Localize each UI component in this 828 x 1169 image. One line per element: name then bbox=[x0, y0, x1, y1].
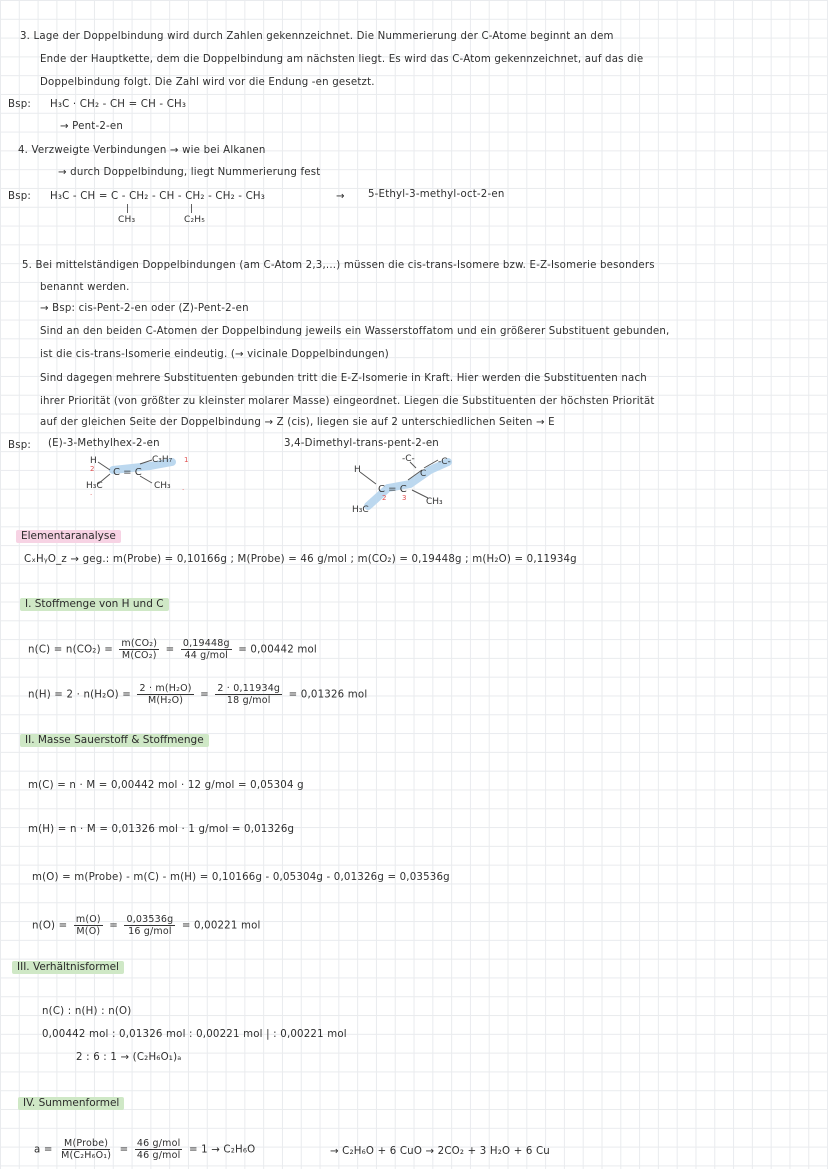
calc-nh-num: 2 · m(H₂O) bbox=[139, 683, 192, 694]
calc-no bbox=[32, 914, 261, 937]
example3-name2: 3,4-Dimethyl-trans-pent-2-en bbox=[284, 438, 439, 449]
combustion-reaction: → C₂H₆O + 6 CuO → 2CO₂ + 3 H₂O + 6 Cu bbox=[330, 1146, 550, 1157]
molecule1-dot: · bbox=[90, 491, 93, 499]
calc-nh-vnum: 2 · 0,11934g bbox=[217, 683, 281, 694]
molecule2-structure bbox=[340, 450, 480, 520]
rule5-line7: ihrer Priorität (von größter zu kleinster molarer Masse) eingeordnet. Liegen die Substituenten der höchsten Priorität bbox=[40, 396, 655, 407]
calc-nh-lhs: n(H) = 2 · n(H₂O) = bbox=[28, 689, 132, 701]
given-values: CₓHᵧO_z → geg.: m(Probe) = 0,10166g ; M(Probe) = 46 g/mol ; m(CO₂) = 0,19448g ; m(H₂O) = 0,11934g bbox=[24, 554, 577, 565]
calc-a-vden: 46 g/mol bbox=[136, 1150, 181, 1161]
molecule2-h3c: H₃C bbox=[352, 505, 369, 515]
molecule1-cc: C = C bbox=[113, 467, 142, 478]
rule4-line1: 4. Verzweigte Verbindungen → wie bei Alkanen bbox=[18, 145, 266, 156]
rule4-line2: → durch Doppelbindung, liegt Nummerierung fest bbox=[58, 167, 321, 178]
calc-nh-vfrac bbox=[215, 683, 282, 706]
calc-a-num: M(Probe) bbox=[64, 1138, 109, 1149]
molecule2-ch3: CH₃ bbox=[426, 497, 443, 507]
molecule1-num2: 2 bbox=[90, 465, 95, 473]
example1-name: → Pent-2-en bbox=[60, 121, 124, 132]
example2-formula: H₃C - CH = C - CH₂ - CH - CH₂ - CH₂ - CH₃ bbox=[50, 191, 266, 202]
calc-no-vden: 16 g/mol bbox=[128, 926, 172, 937]
rule5-line6: Sind dagegen mehrere Substituenten gebunden tritt die E-Z-Isomerie in Kraft. Hier werden die Substituenten nach bbox=[40, 373, 647, 384]
calc-mh: m(H) = n · M = 0,01326 mol · 1 g/mol = 0,01326g bbox=[28, 824, 295, 835]
example1-label: Bsp: bbox=[8, 99, 31, 110]
rule5-line4: Sind an den beiden C-Atomen der Doppelbindung jeweils ein Wasserstoffatom und ein größerer Substituent gebunden, bbox=[40, 326, 670, 337]
example2-bond2: | bbox=[190, 204, 194, 214]
example2-label: Bsp: bbox=[8, 191, 31, 202]
molecule2-num2: 3 bbox=[402, 494, 407, 502]
ratio-head: n(C) : n(H) : n(O) bbox=[42, 1006, 132, 1017]
calc-nc-frac bbox=[119, 638, 159, 661]
calc-nc-num: m(CO₂) bbox=[121, 638, 158, 649]
calc-nc-result: = 0,00442 mol bbox=[238, 644, 317, 656]
calc-a-result: = 1 → C₂H₆O bbox=[188, 1144, 256, 1156]
example1-formula: H₃C · CH₂ - CH = CH - CH₃ bbox=[50, 99, 187, 110]
calc-nc-vden: 44 g/mol bbox=[184, 650, 229, 661]
example3-name1: (E)-3-Methylhex-2-en bbox=[48, 438, 160, 449]
calc-nh bbox=[28, 683, 367, 706]
calc-nc-lhs: n(C) = n(CO₂) = bbox=[28, 644, 113, 656]
calc-mo: m(O) = m(Probe) - m(C) - m(H) = 0,10166g - 0,05304g - 0,01326g = 0,03536g bbox=[32, 872, 450, 883]
rule3-line1: 3. Lage der Doppelbindung wird durch Zahlen gekennzeichnet. Die Nummerierung der C-Atome beginnt an dem bbox=[20, 31, 614, 42]
calc-mc: m(C) = n · M = 0,00442 mol · 12 g/mol = 0,05304 g bbox=[28, 780, 304, 791]
calc-no-num: m(O) bbox=[75, 914, 101, 925]
calc-nc-vnum: 0,19448g bbox=[182, 638, 230, 649]
calc-nh-den: M(H₂O) bbox=[147, 695, 184, 706]
calc-nc-vfrac bbox=[181, 638, 232, 661]
calc-nc bbox=[28, 638, 317, 661]
section-title-verhaeltnisformel: III. Verhältnisformel bbox=[12, 961, 124, 974]
calc-no-vnum: 0,03536g bbox=[126, 914, 174, 925]
molecule2-c-right: -C- bbox=[438, 457, 451, 467]
section-title-stoffmenge: I. Stoffmenge von H und C bbox=[20, 598, 169, 611]
molecule1-c3h7: C₃H₇ bbox=[152, 455, 173, 465]
calc-no-frac bbox=[74, 914, 103, 937]
ratio-integers: 2 : 6 : 1 → (C₂H₆O₁)ₐ bbox=[76, 1052, 182, 1063]
calc-a-den: M(C₂H₆O₁) bbox=[61, 1150, 112, 1161]
molecule1-h: H bbox=[90, 456, 97, 466]
calc-nh-frac bbox=[137, 683, 193, 706]
molecule1-ch3: CH₃ bbox=[154, 481, 171, 491]
ratio-values: 0,00442 mol : 0,01326 mol : 0,00221 mol | : 0,00221 mol bbox=[42, 1029, 347, 1040]
example2-sub1: CH₃ bbox=[118, 215, 136, 225]
rule5-line5: ist die cis-trans-Isomerie eindeutig. (→ vicinale Doppelbindungen) bbox=[40, 349, 389, 360]
example2-name: 5-Ethyl-3-methyl-oct-2-en bbox=[368, 189, 505, 200]
rule3-line3: Doppelbindung folgt. Die Zahl wird vor die Endung -en gesetzt. bbox=[40, 77, 375, 88]
calc-no-vfrac bbox=[124, 914, 175, 937]
rule5-line3: → Bsp: cis-Pent-2-en oder (Z)-Pent-2-en bbox=[40, 303, 249, 314]
molecule1-h3c: H₃C bbox=[86, 481, 103, 491]
calc-a-eq: = bbox=[119, 1144, 129, 1156]
example2-arrow: → bbox=[336, 191, 345, 202]
calc-a-vfrac bbox=[135, 1138, 183, 1161]
molecule2-cc: C = C bbox=[378, 484, 407, 495]
molecule1-structure bbox=[80, 450, 210, 510]
section-title-summenformel: IV. Summenformel bbox=[18, 1097, 124, 1110]
calc-no-den: M(O) bbox=[76, 926, 101, 937]
example2-bond1: | bbox=[126, 204, 130, 214]
calc-a bbox=[34, 1138, 255, 1161]
molecule2-num1: 2 bbox=[382, 494, 387, 502]
calc-no-eq: = bbox=[109, 920, 119, 932]
calc-a-frac bbox=[59, 1138, 113, 1161]
example3-label: Bsp: bbox=[8, 440, 31, 451]
calc-no-lhs: n(O) = bbox=[32, 920, 68, 932]
section-title-masse-sauerstoff: II. Masse Sauerstoff & Stoffmenge bbox=[20, 734, 209, 747]
molecule2-c-top: -C- bbox=[402, 454, 415, 464]
calc-nc-eq: = bbox=[165, 644, 175, 656]
calc-no-result: = 0,00221 mol bbox=[181, 920, 261, 932]
calc-a-lhs: a = bbox=[34, 1144, 53, 1156]
calc-nh-eq: = bbox=[200, 689, 209, 701]
example2-sub2: C₂H₅ bbox=[184, 215, 206, 225]
molecule1-num1: 1 bbox=[184, 456, 189, 464]
rule5-line8: auf der gleichen Seite der Doppelbindung → Z (cis), liegen sie auf 2 unterschiedlichen Seiten → E bbox=[40, 417, 555, 428]
molecule2-c-mid: C bbox=[420, 469, 427, 479]
section-title-elementaranalyse: Elementaranalyse bbox=[16, 530, 121, 543]
molecule2-h: H bbox=[354, 465, 361, 475]
calc-a-vnum: 46 g/mol bbox=[136, 1138, 181, 1149]
molecule1-dot2: · bbox=[182, 486, 185, 494]
calc-nh-result: = 0,01326 mol bbox=[288, 689, 368, 701]
rule5-line2: benannt werden. bbox=[40, 282, 130, 293]
rule3-line2: Ende der Hauptkette, dem die Doppelbindung am nächsten liegt. Es wird das C-Atom gekennzeichnet, auf das die bbox=[40, 54, 644, 65]
calc-nc-den: M(CO₂) bbox=[121, 650, 157, 661]
calc-nh-vden: 18 g/mol bbox=[226, 695, 271, 706]
rule5-line1: 5. Bei mittelständigen Doppelbindungen (am C-Atom 2,3,...) müssen die cis-trans-Isomere bzw. E-Z-Isomerie besonders bbox=[22, 260, 655, 271]
